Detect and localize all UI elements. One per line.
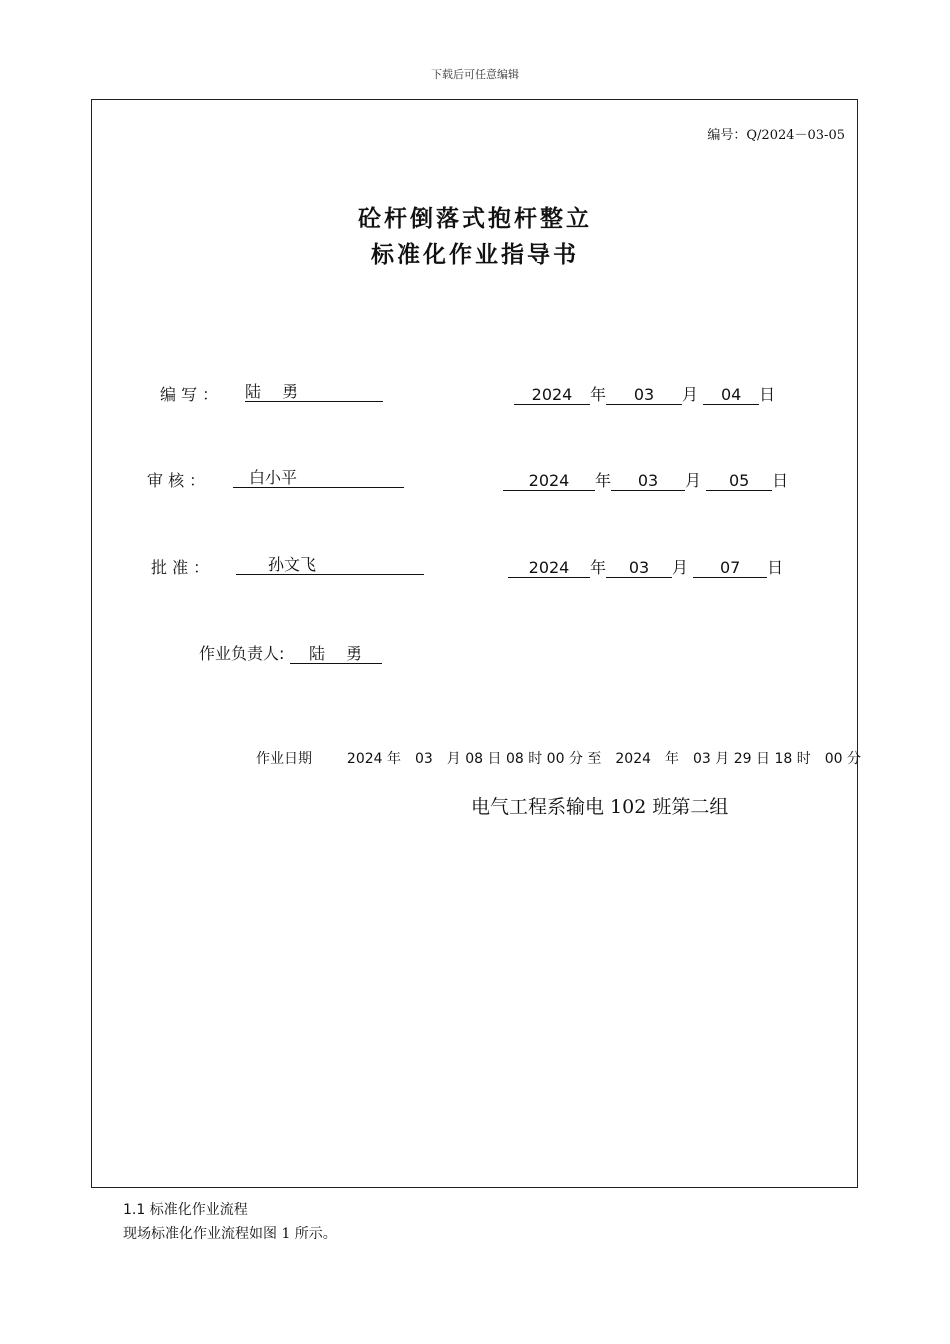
writer-label: 编 写 ： [160,385,219,404]
reviewer-day: 05 [706,472,772,491]
approver-day: 07 [693,559,767,578]
reviewer-year: 2024 [503,472,595,491]
approver-date [508,555,783,578]
year-unit: 年 [595,471,612,490]
document-number: 编号：Q/2024－03-05 [707,128,845,143]
section-body-text: 现场标准化作业流程如图 1 所示。 [123,1226,337,1242]
writer-month: 03 [606,386,682,405]
title-line-1: 砼杆倒落式抱杆整立 [358,206,592,232]
responsible-row [199,641,382,664]
year-unit: 年 [590,385,607,404]
month-unit: 月 [685,471,702,490]
reviewer-name-field [233,468,404,488]
reviewer-name: 白小平 [233,469,404,488]
month-unit: 月 [682,385,699,404]
approver-name: 孙文飞 [236,556,424,575]
reviewer-label: 审 核 ： [147,471,206,490]
day-unit: 日 [759,385,776,404]
section-heading: 1.1 标准化作业流程 [123,1202,248,1218]
page-header-note: 下载后可任意编辑 [431,68,519,81]
month-unit: 月 [672,558,689,577]
reviewer-month: 03 [611,472,685,491]
day-unit: 日 [772,471,789,490]
approver-month: 03 [606,559,672,578]
day-unit: 日 [767,558,784,577]
approver-label: 批 准 ： [151,558,210,577]
writer-year: 2024 [514,386,590,405]
reviewer-date [503,468,788,491]
writer-name: 陆 勇 [245,383,383,402]
work-date-label: 作业日期 [256,751,312,767]
writer-date [514,382,775,405]
title-line-2: 标准化作业指导书 [371,242,579,268]
work-date-row [256,748,861,768]
responsible-label: 作业负责人: [199,644,285,663]
approver-year: 2024 [508,559,590,578]
responsible-name: 陆 勇 [290,645,382,664]
work-date-value: 2024 年 03 月 08 日 08 时 00 分 至 2024 年 03 月 29 日 18 时 00 分 [346,751,861,767]
writer-day: 04 [703,386,759,405]
year-unit: 年 [590,558,607,577]
organization-name: 电气工程系输电 102 班第二组 [471,796,729,818]
approver-name-field [236,555,424,575]
writer-name-field [245,382,383,402]
